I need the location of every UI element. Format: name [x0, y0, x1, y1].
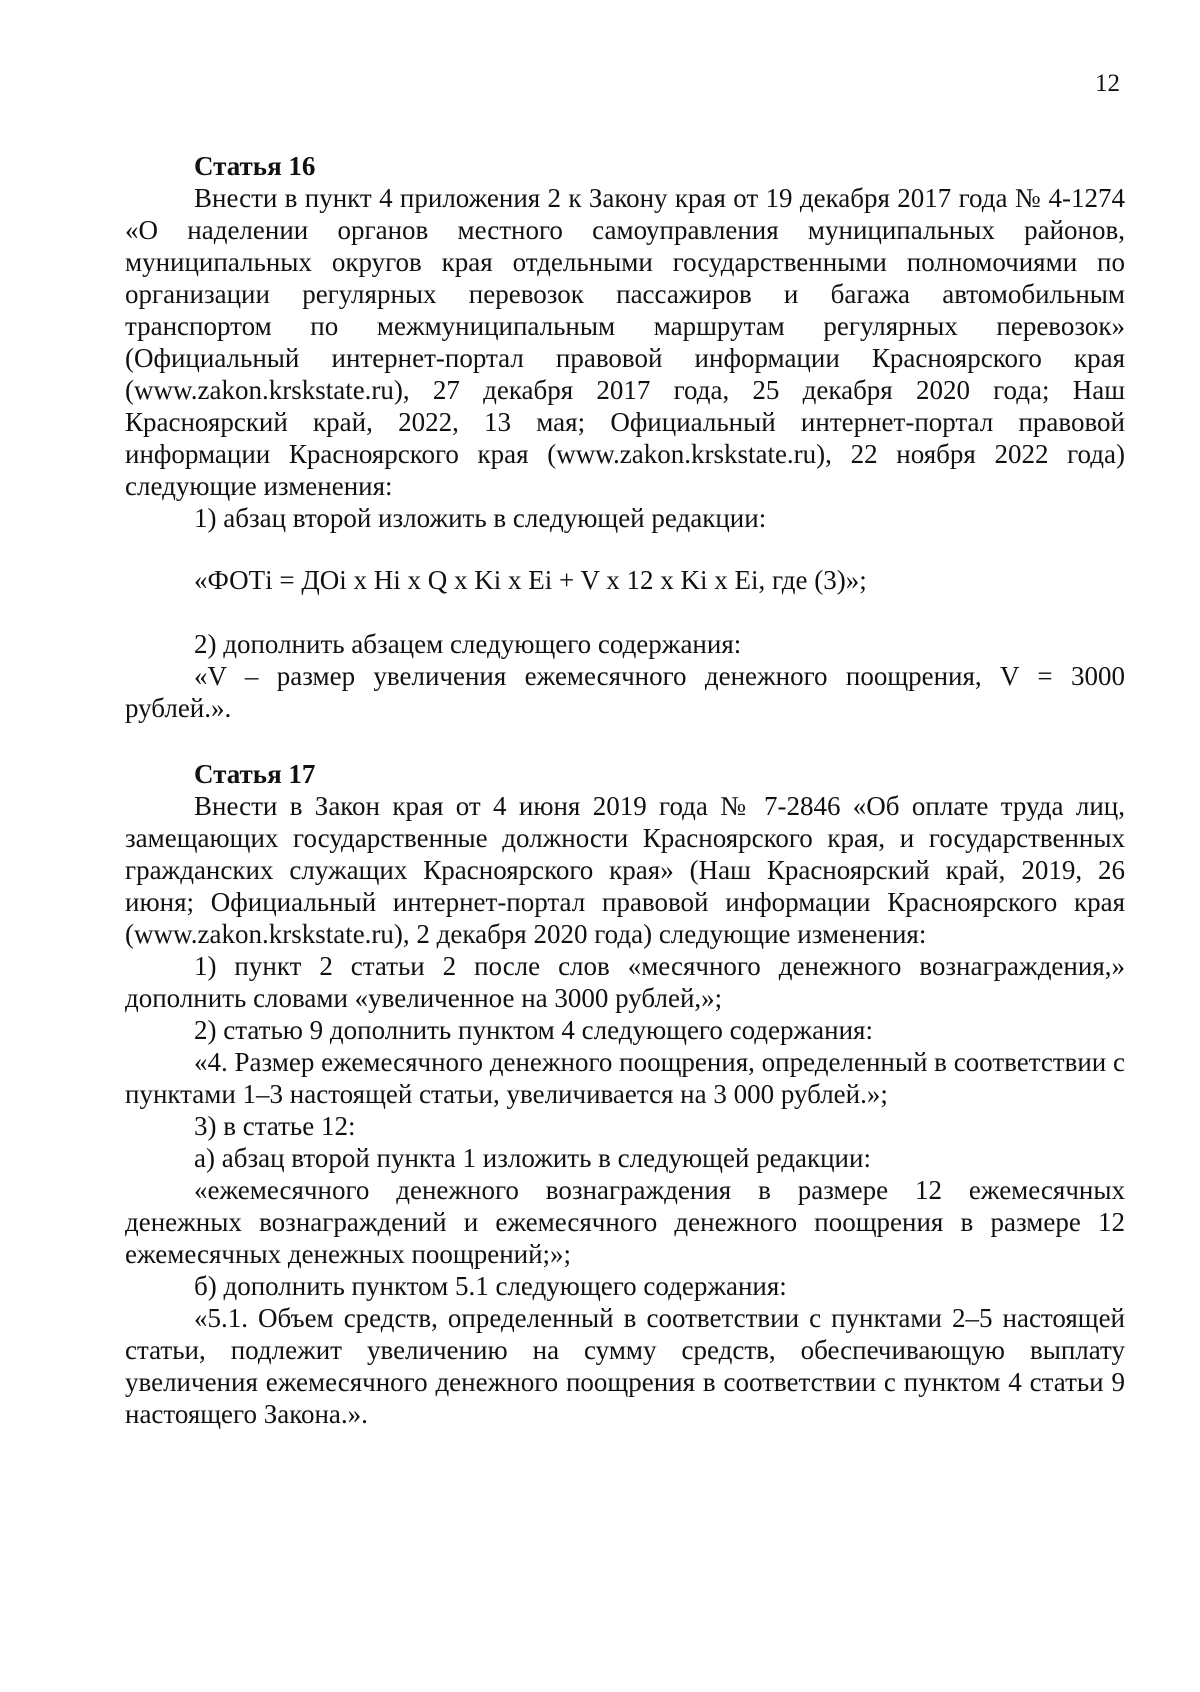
article-17-item-2: 2) статью 9 дополнить пунктом 4 следующего содержания:	[194, 1015, 873, 1045]
article-17-heading: Статья 17	[194, 759, 316, 789]
article-17-item-1: 1) пункт 2 статьи 2 после слов «месячного денежного вознаграждения,» дополнить словами «увеличенное на 3000 рублей,»;	[125, 951, 1125, 1013]
article-16-item-2: 2) дополнить абзацем следующего содержания:	[194, 629, 742, 659]
page-number: 12	[1095, 70, 1120, 97]
article-17-item-3b-text: «5.1. Объем средств, определенный в соответствии с пунктами 2–5 настоящей статьи, подлежит увеличению на сумму средств, обеспечивающую выплату увеличения ежемесячного денежного поощрения в соответствии с пунктом 4 статьи 9 настоящего Закона.».	[125, 1303, 1125, 1429]
article-17-item-3: 3) в статье 12:	[194, 1111, 356, 1141]
article-17-item-2-text: «4. Размер ежемесячного денежного поощрения, определенный в соответствии с пунктами 1–3 настоящей статьи, увеличивается на 3 000 рублей.»;	[125, 1047, 1125, 1109]
article-17-item-3b: б) дополнить пунктом 5.1 следующего содержания:	[194, 1271, 787, 1301]
document-body	[125, 150, 1125, 1430]
article-16-intro: Внести в пункт 4 приложения 2 к Закону края от 19 декабря 2017 года № 4-1274 «О наделении органов местного самоуправления муниципальных районов, муниципальных округов края отдельными государственными полномочиями по организации регулярных перевозок пассажиров и багажа автомобильным транспортом по межмуниципальным маршрутам регулярных перевозок» (Официальный интернет-портал правовой информации Красноярского края (www.zakon.krskstate.ru), 27 декабря 2017 года, 25 декабря 2020 года; Наш Красноярский край, 2022, 13 мая; Официальный интернет-портал правовой информации Красноярского края (www.zakon.krskstate.ru), 22 ноября 2022 года) следующие изменения:	[125, 183, 1125, 501]
article-16-item-2-text: «V – размер увеличения ежемесячного денежного поощрения, V = 3000 рублей.».	[125, 661, 1125, 723]
article-17-item-3a-text: «ежемесячного денежного вознаграждения в размере 12 ежемесячных денежных вознаграждений и ежемесячного денежного поощрения в размере 12 ежемесячных денежных поощрений;»;	[125, 1175, 1125, 1269]
article-17-intro: Внести в Закон края от 4 июня 2019 года № 7-2846 «Об оплате труда лиц, замещающих государственные должности Красноярского края, и государственных гражданских служащих Красноярского края» (Наш Красноярский край, 2019, 26 июня; Официальный интернет-портал правовой информации Красноярского края (www.zakon.krskstate.ru), 2 декабря 2020 года) следующие изменения:	[125, 791, 1125, 949]
article-16-item-1: 1) абзац второй изложить в следующей редакции:	[194, 503, 767, 533]
article-16-formula: «ФОТi = ДОi x Hi x Q x Ki x Ei + V x 12 x Ki x Ei, где (3)»;	[194, 565, 867, 595]
article-16-heading: Статья 16	[194, 151, 316, 181]
article-16	[125, 150, 1125, 724]
section-gap	[125, 724, 1125, 758]
article-17	[125, 758, 1125, 1430]
article-17-item-3a: а) абзац второй пункта 1 изложить в следующей редакции:	[194, 1143, 871, 1173]
